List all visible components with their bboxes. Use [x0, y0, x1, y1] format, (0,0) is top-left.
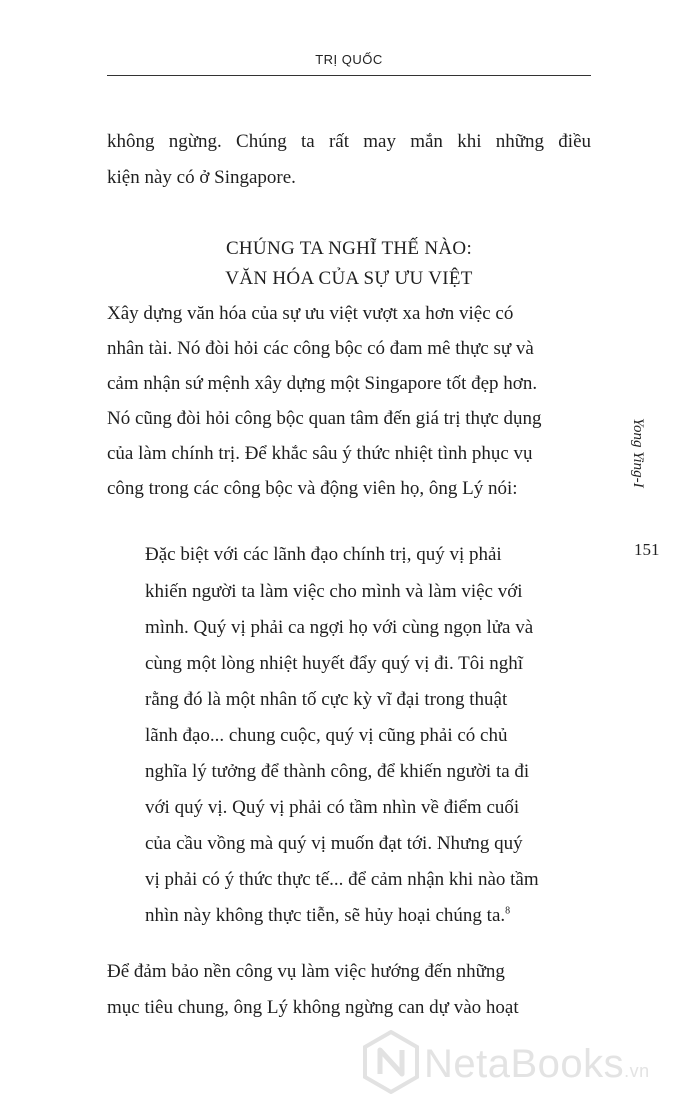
- quote-line-6: lãnh đạo... chung cuộc, quý vị cũng phải có chủ: [145, 725, 508, 746]
- footnote-marker: 8: [505, 905, 511, 917]
- paragraph-2-line-4: Nó cũng đòi hỏi công bộc quan tâm đến giá trị thực dụng: [107, 408, 542, 429]
- watermark-text: [424, 1042, 650, 1087]
- page-number: 151: [634, 540, 660, 559]
- watermark-domain: .vn: [624, 1061, 650, 1081]
- paragraph-3-line-1: Để đảm bảo nền công vụ làm việc hướng đến những: [107, 961, 505, 982]
- header-rule: [107, 75, 591, 76]
- running-header: TRỊ QUỐC: [315, 52, 383, 67]
- quote-line-7: nghĩa lý tưởng để thành công, để khiến người ta đi: [145, 761, 530, 782]
- author-name: Yong Ying-I: [630, 418, 646, 488]
- paragraph-1-line-1: không ngừng. Chúng ta rất may mắn khi những điều: [107, 131, 591, 152]
- watermark-brand: NetaBooks: [424, 1042, 625, 1086]
- section-heading-line-2: VĂN HÓA CỦA SỰ ƯU VIỆT: [225, 268, 473, 289]
- paragraph-2-line-6: công trong các công bộc và động viên họ, ông Lý nói:: [107, 478, 518, 499]
- quote-line-8: với quý vị. Quý vị phải có tầm nhìn về điểm cuối: [145, 797, 520, 818]
- quote-line-2: khiến người ta làm việc cho mình và làm việc với: [145, 581, 523, 602]
- quote-line-1: Đặc biệt với các lãnh đạo chính trị, quý vị phải: [145, 544, 502, 565]
- quote-line-11-text: nhìn này không thực tiễn, sẽ hủy hoại chúng ta.: [145, 905, 506, 926]
- quote-line-10: vị phải có ý thức thực tế... để cảm nhận khi nào tầm: [145, 869, 539, 890]
- paragraph-2-line-1: Xây dựng văn hóa của sự ưu việt vượt xa hơn việc có: [107, 303, 514, 324]
- paragraph-3-line-2: mục tiêu chung, ông Lý không ngừng can dự vào hoạt: [107, 997, 519, 1018]
- quote-line-3: mình. Quý vị phải ca ngợi họ với cùng ngọn lửa và: [145, 617, 534, 638]
- paragraph-1-line-2: kiện này có ở Singapore.: [107, 167, 296, 188]
- paragraph-2-line-2: nhân tài. Nó đòi hỏi các công bộc có đam mê thực sự và: [107, 338, 534, 359]
- watermark: [362, 1030, 700, 1100]
- section-heading-line-1: CHÚNG TA NGHĨ THẾ NÀO:: [225, 238, 473, 259]
- quote-line-5: rằng đó là một nhân tố cực kỳ vĩ đại trong thuật: [145, 689, 508, 710]
- netabooks-logo-icon: [362, 1030, 420, 1094]
- quote-line-4: cùng một lòng nhiệt huyết đẩy quý vị đi. Tôi nghĩ: [145, 653, 524, 674]
- paragraph-2-line-3: cảm nhận sứ mệnh xây dựng một Singapore tốt đẹp hơn.: [107, 373, 538, 394]
- quote-line-11: [145, 904, 510, 928]
- paragraph-2-line-5: của làm chính trị. Để khắc sâu ý thức nhiệt tình phục vụ: [107, 443, 533, 464]
- quote-line-9: của cầu vồng mà quý vị muốn đạt tới. Nhưng quý: [145, 833, 523, 854]
